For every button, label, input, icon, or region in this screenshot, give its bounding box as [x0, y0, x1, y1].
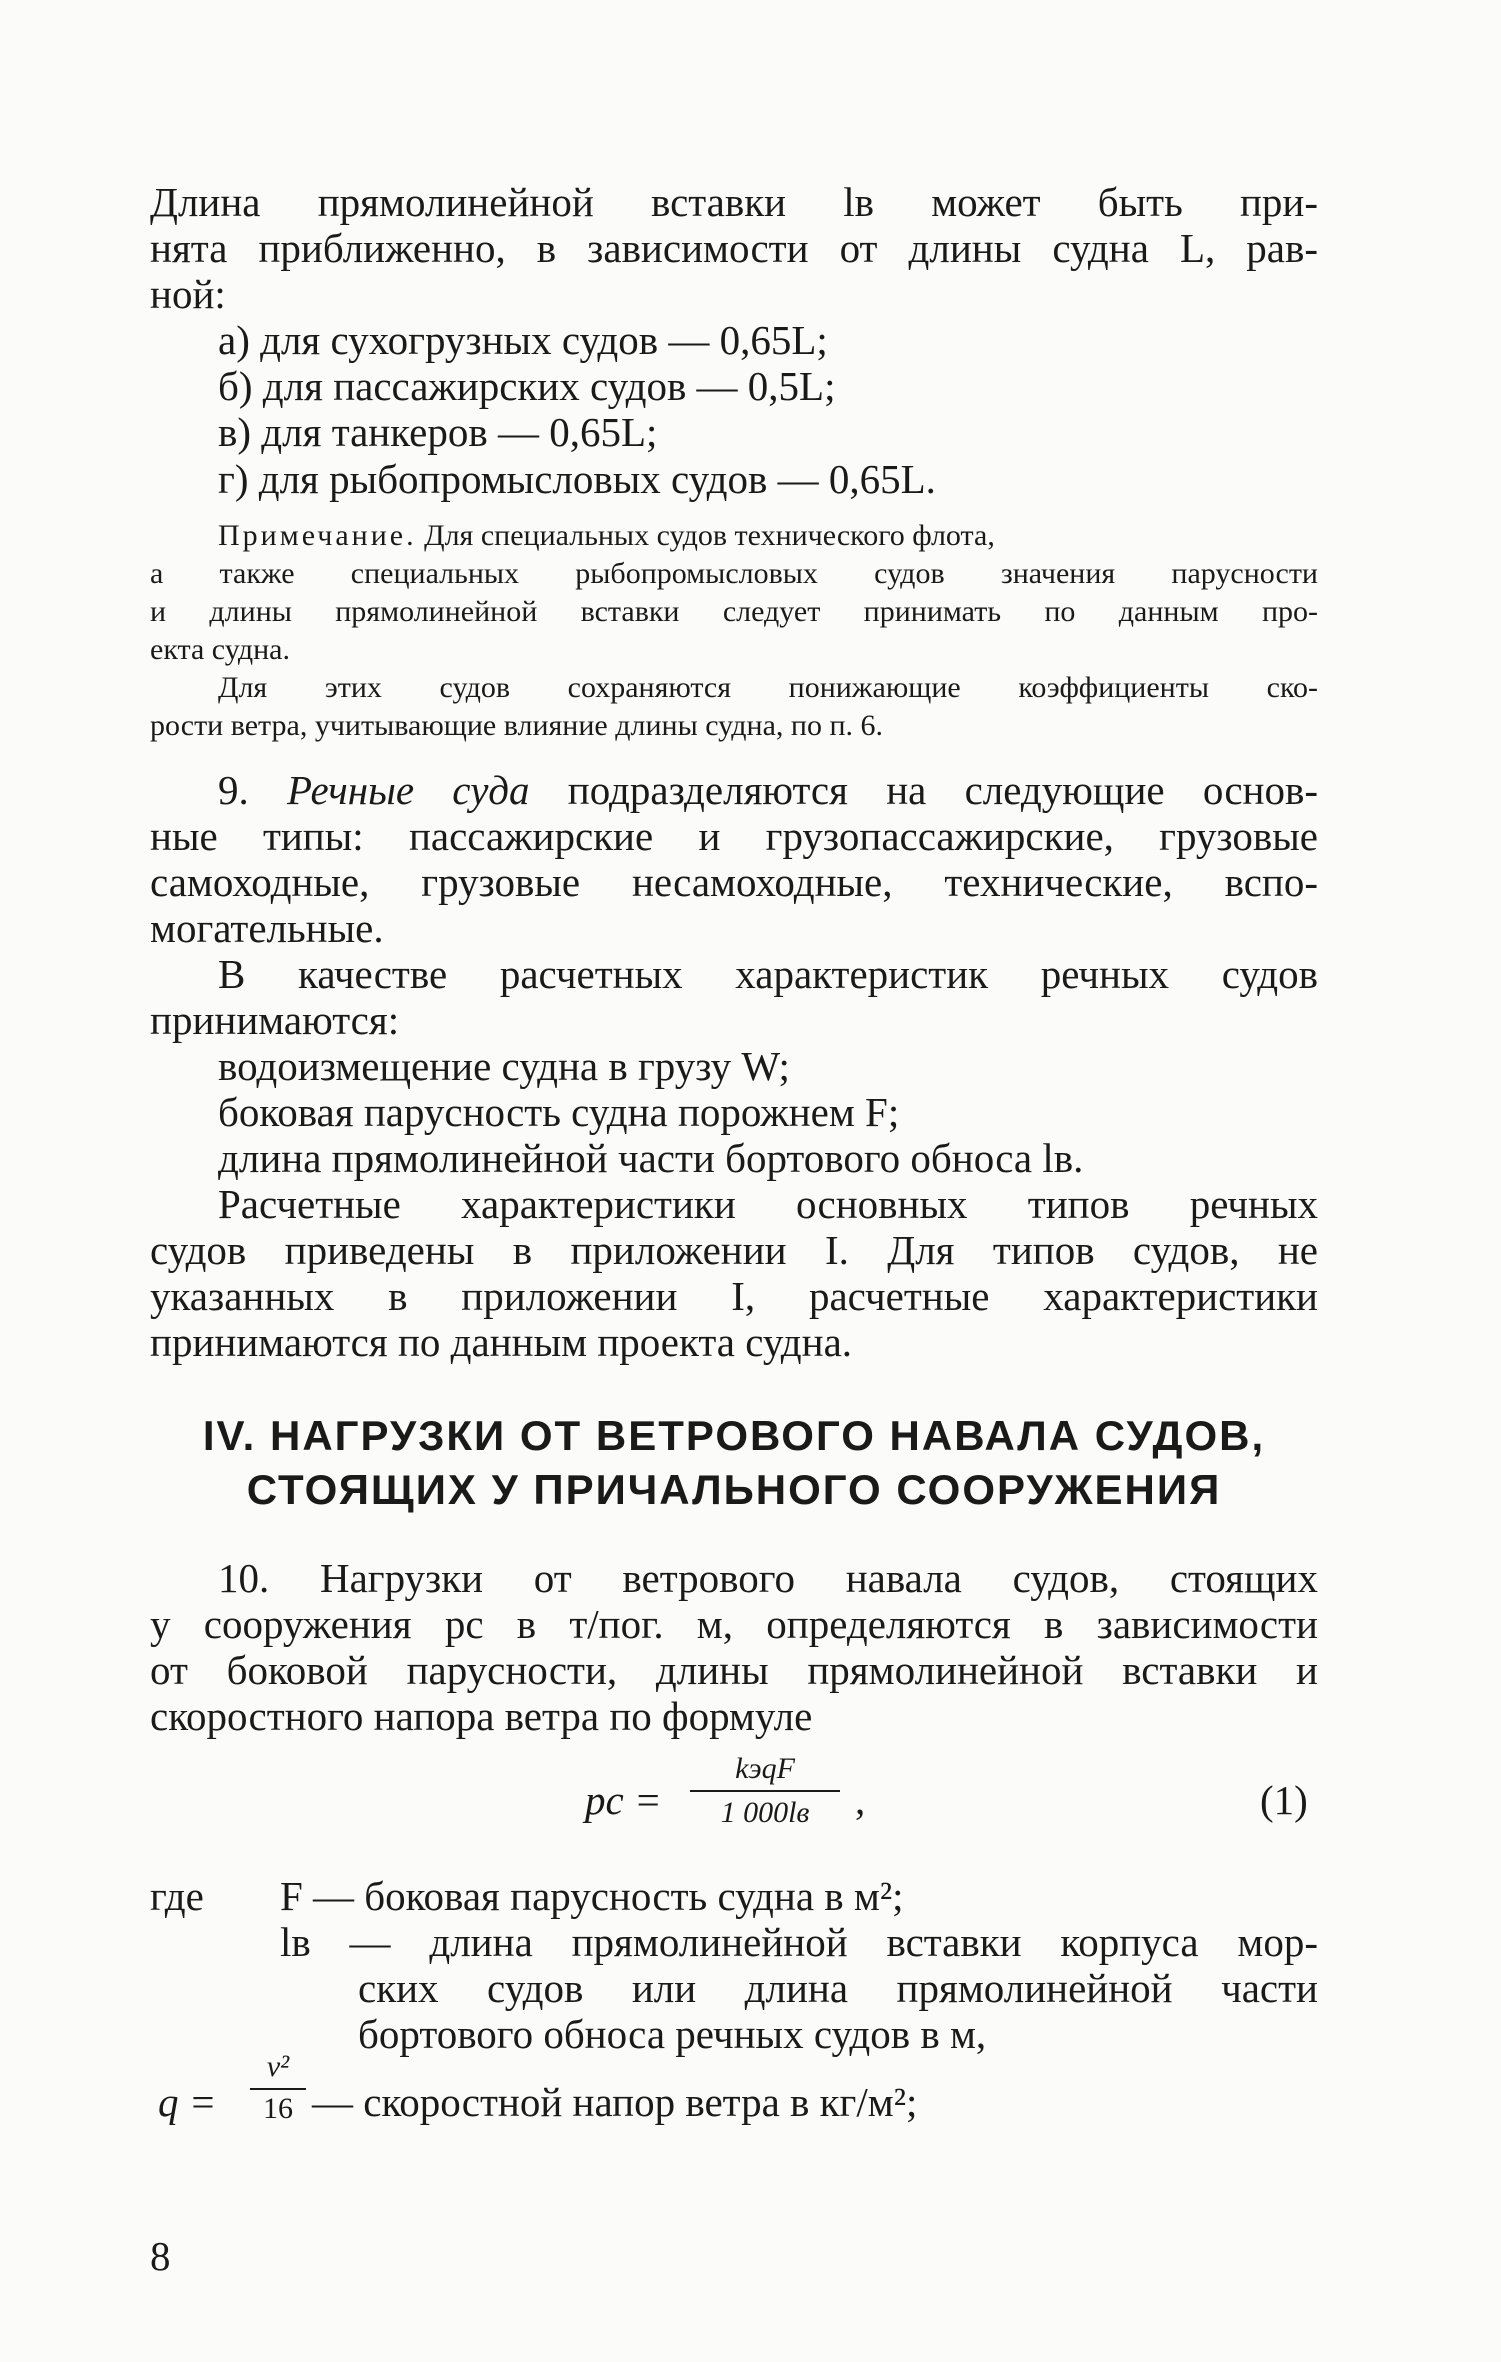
p9-first-line — [218, 766, 1318, 814]
def-f: F — боковая парусность судна в м²; — [280, 1873, 904, 1919]
list-item-d: г) для рыбопромысловых судов — 0,65L. — [218, 456, 936, 502]
text-line: принимаются по данным проекта судна. — [150, 1319, 853, 1365]
note-line: а также специальных рыбопромысловых судов значения парусности — [150, 557, 1318, 590]
text-line: ные типы: пассажирские и грузопассажирские, грузовые — [150, 813, 1318, 859]
formula-lhs: pс = — [585, 1777, 662, 1823]
text-line: Длина прямолинейной вставки lв может быть при- — [150, 179, 1318, 225]
def-l-line: ских судов или длина прямолинейной части — [358, 1965, 1318, 2011]
list-item-a: а) для сухогрузных судов — 0,65L; — [218, 317, 828, 363]
fraction-bar — [690, 1790, 840, 1792]
note-text: Для специальных судов технического флота, — [416, 519, 995, 552]
fraction-bar — [250, 2088, 306, 2090]
text-line: Расчетные характеристики основных типов речных — [218, 1181, 1318, 1227]
formula-number: (1) — [1260, 1777, 1308, 1823]
list-item-c: в) для танкеров — 0,65L; — [218, 409, 658, 455]
char-item-w: водоизмещение судна в грузу W; — [218, 1043, 790, 1089]
p9-text: подразделяются на следующие основ- — [529, 767, 1319, 813]
note-first-line — [218, 518, 1318, 554]
q-lhs: q = — [158, 2079, 217, 2125]
text-line: самоходные, грузовые несамоходные, технические, вспо- — [150, 859, 1318, 905]
char-item-l: длина прямолинейной части бортового обноса lв. — [218, 1135, 1084, 1181]
text-line: ной: — [150, 271, 226, 317]
where-word: где — [150, 1873, 204, 1919]
p9-number: 9. — [218, 767, 249, 813]
text-line: от боковой парусности, длины прямолинейной вставки и — [150, 1647, 1318, 1693]
p9-italic: Речные суда — [286, 767, 530, 813]
note-line: рости ветра, учитывающие влияние длины судна, по п. 6. — [150, 709, 883, 742]
note-line: и длины прямолинейной вставки следует принимать по данным про- — [150, 595, 1318, 628]
list-item-b: б) для пассажирских судов — 0,5L; — [218, 363, 836, 409]
note-line: екта судна. — [150, 633, 290, 666]
text-line: судов приведены в приложении I. Для типов судов, не — [150, 1227, 1318, 1273]
q-numerator: v² — [266, 2050, 290, 2083]
text-line: 10. Нагрузки от ветрового навала судов, стоящих — [218, 1555, 1318, 1601]
q-denominator: 16 — [263, 2092, 293, 2125]
formula-comma: , — [855, 1777, 866, 1823]
def-l-line: бортового обноса речных судов в м, — [358, 2011, 987, 2057]
section-heading-line-1: IV. НАГРУЗКИ ОТ ВЕТРОВОГО НАВАЛА СУДОВ, — [202, 1412, 1266, 1459]
def-l-line: lв — длина прямолинейной вставки корпуса мор- — [280, 1919, 1318, 1965]
text-line: В качестве расчетных характеристик речных судов — [218, 951, 1318, 997]
text-line: скоростного напора ветра по формуле — [150, 1693, 813, 1739]
char-item-f: боковая парусность судна порожнем F; — [218, 1089, 900, 1135]
formula-numerator: kэqF — [735, 1752, 795, 1785]
text-line: принимаются: — [150, 997, 400, 1043]
text-line: у сооружения pс в т/пог. м, определяются в зависимости — [150, 1601, 1318, 1647]
text-line: указанных в приложении I, расчетные характеристики — [150, 1273, 1318, 1319]
page-number: 8 — [150, 2233, 171, 2279]
note-line: Для этих судов сохраняются понижающие коэффициенты ско- — [218, 671, 1318, 704]
note-label: Примечание. — [218, 519, 417, 552]
text-line: нята приближенно, в зависимости от длины судна L, рав- — [150, 225, 1318, 271]
formula-denominator: 1 000lв — [720, 1796, 810, 1829]
def-q: — скоростной напор ветра в кг/м²; — [312, 2079, 918, 2125]
section-heading-line-2: СТОЯЩИХ У ПРИЧАЛЬНОГО СООРУЖЕНИЯ — [246, 1466, 1222, 1513]
text-line: могательные. — [150, 905, 384, 951]
